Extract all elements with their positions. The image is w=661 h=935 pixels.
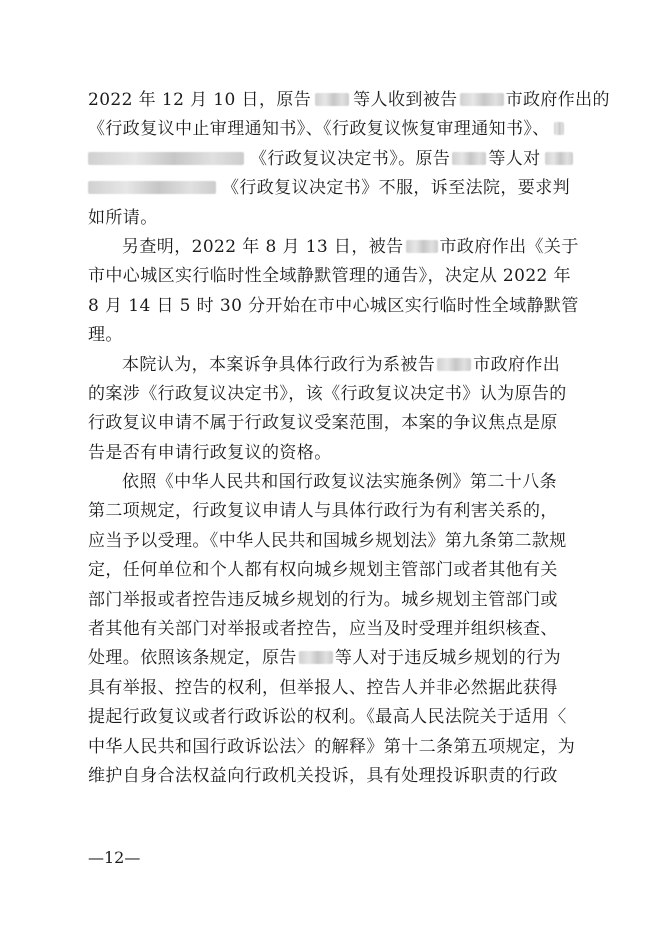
redacted-name: [315, 93, 349, 106]
text-segment: 部门举报或者控告违反城乡规划的行为。城乡规划主管部门或: [88, 589, 558, 610]
text-line: [88, 204, 578, 233]
text-segment: 应当予以受理。《中华人民共和国城乡规划法》第九条第二款规: [88, 530, 567, 551]
text-line: [88, 321, 578, 350]
text-line: [88, 615, 578, 644]
text-segment: 等人收到被告: [353, 90, 458, 110]
text-segment: 者其他有关部门对举报或者控告，应当及时受理并组织核查、: [88, 619, 558, 640]
text-segment: 理。: [88, 325, 123, 346]
text-line: [88, 527, 578, 556]
text-line: [88, 762, 578, 791]
text-segment: 维护自身合法权益向行政机关投诉，具有处理投诉职责的行政: [88, 765, 558, 786]
text-line: [88, 674, 578, 703]
text-segment: 市中心城区实行临时性全域静默管理的通告》，决定从 2022 年: [88, 266, 571, 287]
text-segment: 8 月 14 日 5 时 30 分开始在市中心城区实行临时性全域静默管: [88, 295, 579, 316]
text-segment: 《行政复议决定书》不服，诉至法院，要求判: [222, 178, 570, 199]
text-line: [88, 292, 578, 321]
text-segment: 如所请。: [88, 207, 158, 228]
text-line: [88, 351, 578, 380]
text-segment: 中华人民共和国行政诉讼法〉的解释》第十二条第五项规定，为: [88, 736, 576, 757]
redacted-text: [554, 122, 564, 135]
redacted-city: [406, 240, 438, 253]
redacted-city: [460, 93, 504, 106]
redacted-text: [88, 152, 244, 165]
text-line: [88, 233, 578, 262]
text-line: [88, 115, 578, 144]
text-line: [88, 380, 578, 409]
text-segment: 等人对于违反城乡规划的行为: [334, 648, 562, 669]
text-segment: 另查明，2022 年 8 月 13 日，被告: [122, 236, 404, 257]
text-line: [88, 733, 578, 762]
text-segment: 定，任何单位和个人都有权向城乡规划主管部门或者其他有关: [88, 560, 558, 581]
text-segment: 的案涉《行政复议决定书》，该《行政复议决定书》认为原告的: [88, 383, 567, 404]
text-segment: 告是否有申请行政复议的资格。: [88, 442, 332, 463]
text-line: [88, 439, 578, 468]
text-segment: 等人对: [488, 148, 541, 169]
text-segment: 2022 年 12 月 10 日，原告: [88, 90, 312, 110]
text-line: [88, 86, 610, 115]
text-line: [88, 644, 578, 673]
redacted-text: [88, 181, 216, 194]
text-line: [88, 262, 578, 291]
page-number: —12—: [88, 848, 141, 867]
text-line: [88, 468, 578, 497]
text-segment: 本院认为，本案诉争具体行政行为系被告: [122, 354, 436, 375]
text-segment: 行政复议申请不属于行政复议受案范围，本案的争议焦点是原: [88, 413, 558, 434]
text-segment: 市政府作出《关于: [439, 236, 579, 257]
document-body: [88, 86, 610, 791]
text-line: [88, 145, 578, 174]
text-line: [88, 497, 578, 526]
text-line: [88, 409, 578, 438]
text-segment: 市政府作出的: [505, 90, 610, 110]
text-segment: 《行政复议决定书》。原告: [250, 148, 451, 169]
text-segment: 处理。依照该条规定，原告: [88, 648, 297, 669]
text-line: [88, 703, 578, 732]
text-segment: 提起行政复议或者行政诉讼的权利。《最高人民法院关于适用〈: [88, 707, 567, 728]
text-segment: 依照《中华人民共和国行政复议法实施条例》第二十八条: [122, 472, 557, 493]
redacted-city: [437, 358, 471, 371]
text-segment: 《行政复议中止审理通知书》、《行政复议恢复审理通知书》、: [88, 119, 550, 140]
text-line: [88, 174, 578, 203]
text-line: [88, 556, 578, 585]
text-line: [88, 586, 578, 615]
text-segment: 市政府作出: [473, 354, 561, 375]
text-segment: 第二项规定，行政复议申请人与具体行政行为有利害关系的，: [88, 501, 558, 522]
redacted-name: [452, 152, 486, 165]
text-segment: 具有举报、控告的权利，但举报人、控告人并非必然据此获得: [88, 677, 558, 698]
redacted-name: [299, 651, 333, 664]
redacted-text: [545, 152, 573, 165]
